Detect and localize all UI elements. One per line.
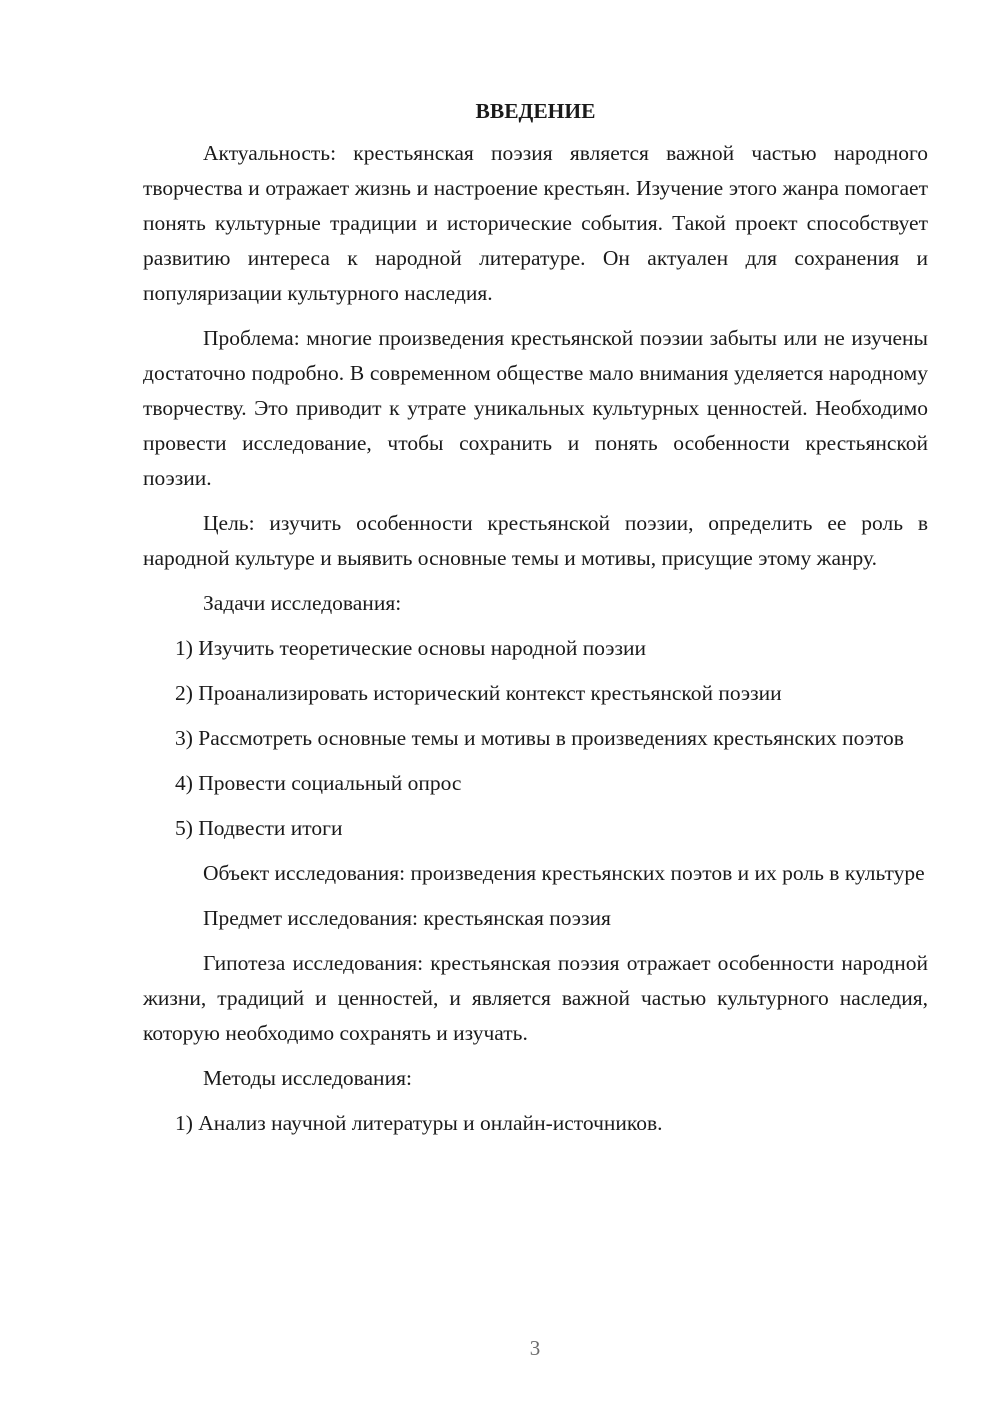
problem-paragraph: Проблема: многие произведения крестьянской поэзии забыты или не изучены достаточно подробно. В современном обществе мало внимания уделяется народному творчеству. Это приводит к утрате уникальных культурных ценностей. Необходимо провести исследование, чтобы сохранить и понять особенности крестьянской поэзии. (143, 326, 928, 490)
method-item-1: 1) Анализ научной литературы и онлайн-источников. (175, 1111, 663, 1135)
page-heading: ВВЕДЕНИЕ (475, 99, 596, 123)
task-item-2: 2) Проанализировать исторический контекст крестьянской поэзии (175, 681, 782, 705)
relevance-paragraph: Актуальность: крестьянская поэзия является важной частью народного творчества и отражает жизнь и настроение крестьян. Изучение этого жанра помогает понять культурные традиции и исторические события. Такой проект способствует развитию интереса к народной литературе. Он актуален для сохранения и популяризации культурного наследия. (143, 141, 928, 305)
methods-title: Методы исследования: (203, 1066, 412, 1090)
tasks-title: Задачи исследования: (203, 591, 402, 615)
page-number: 3 (529, 1336, 541, 1360)
task-item-1: 1) Изучить теоретические основы народной поэзии (175, 636, 646, 660)
object-paragraph: Объект исследования: произведения крестьянских поэтов и их роль в культуре (203, 861, 925, 885)
task-item-5: 5) Подвести итоги (175, 816, 343, 840)
goal-paragraph: Цель: изучить особенности крестьянской поэзии, определить ее роль в народной культуре и выявить основные темы и мотивы, присущие этому жанру. (143, 511, 928, 570)
task-item-3: 3) Рассмотреть основные темы и мотивы в произведениях крестьянских поэтов (175, 726, 904, 750)
task-item-4: 4) Провести социальный опрос (175, 771, 462, 795)
page-content (143, 96, 928, 1151)
subject-paragraph: Предмет исследования: крестьянская поэзия (203, 906, 611, 930)
hypothesis-paragraph: Гипотеза исследования: крестьянская поэзия отражает особенности народной жизни, традиций и ценностей, и является важной частью культурного наследия, которую необходимо сохранять и изучать. (143, 951, 928, 1045)
